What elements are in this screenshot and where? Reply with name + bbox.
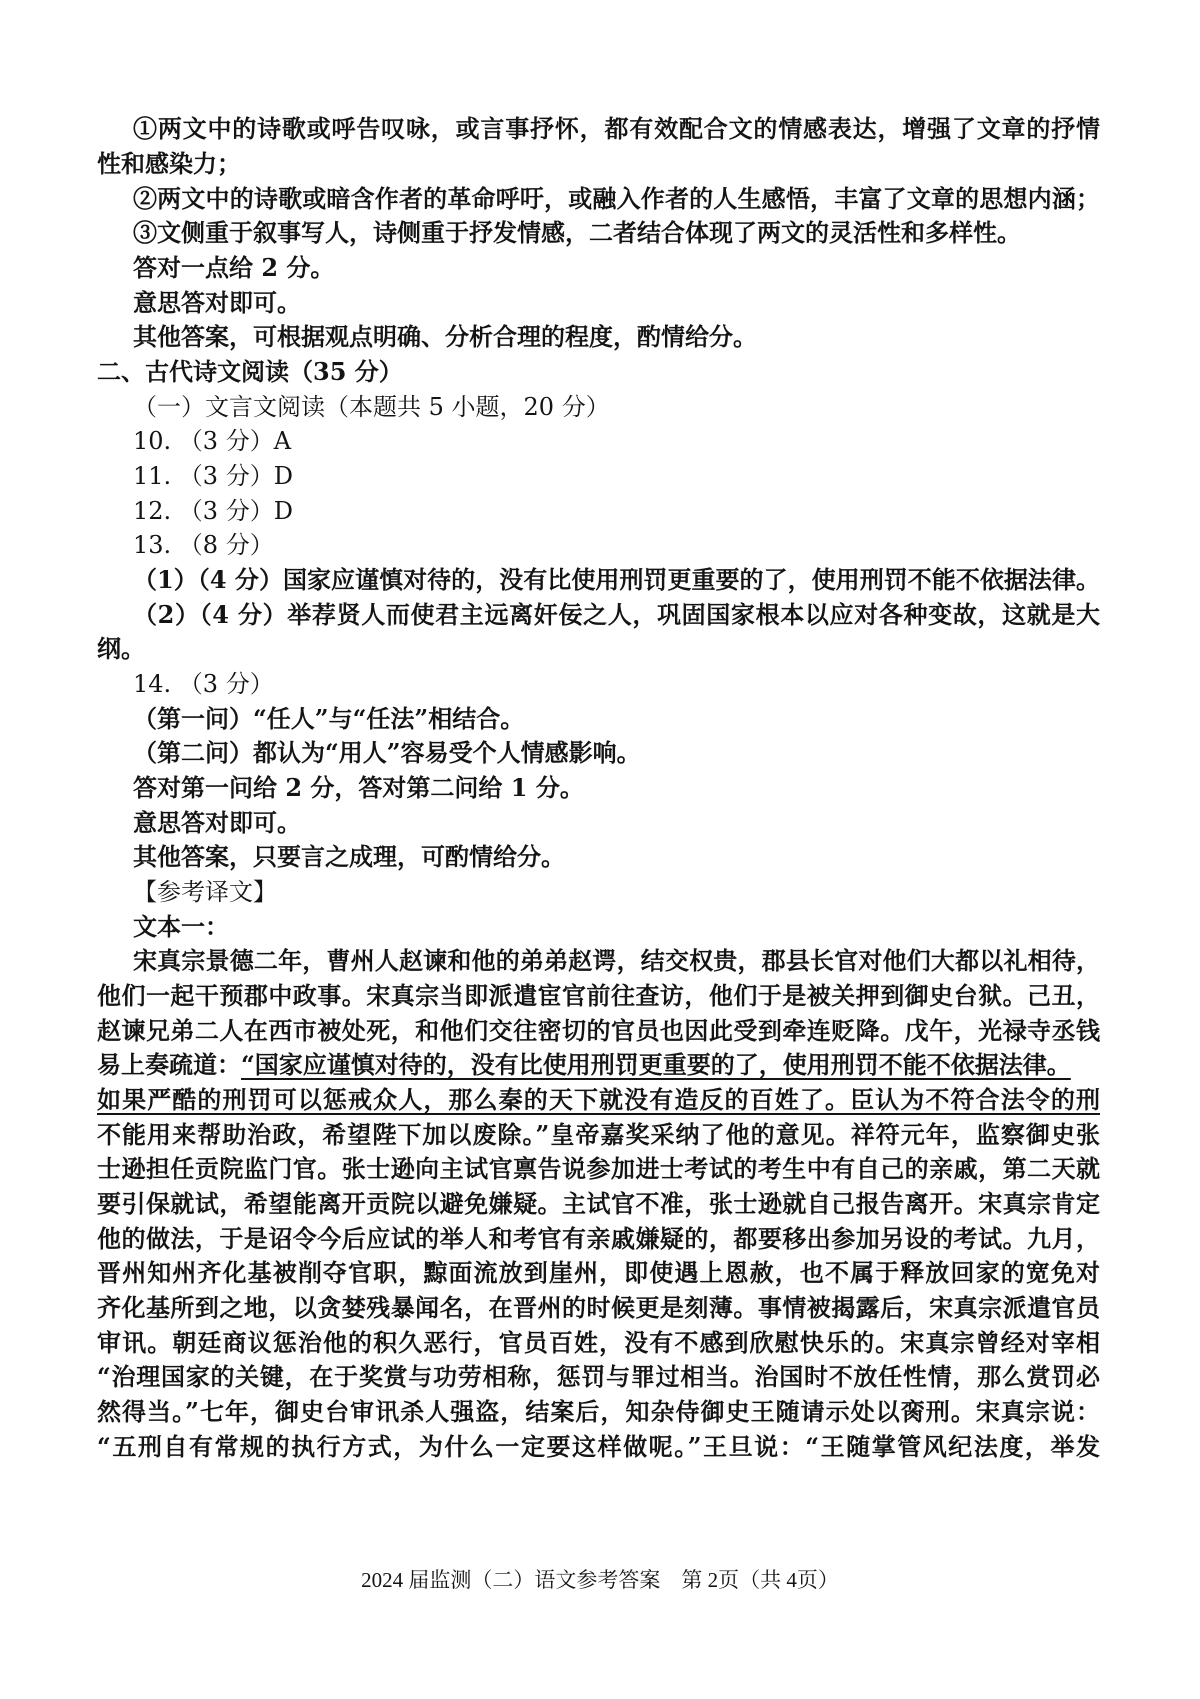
translation-line: “五刑自有常规的执行方式，为什么一定要这样做呢。”王旦说：“王随掌管风纪法度，举发 — [97, 1432, 1100, 1461]
answer-q12: 12. （3 分）D — [133, 497, 293, 525]
scoring-note: 答对一点给 2 分。 — [133, 253, 335, 282]
answer-q13-part2: （2）（4 分）举荐贤人而使君主远离奸佞之人，巩固国家根本以应对各种变故，这就是大 — [133, 600, 1100, 629]
text-one-title: 文本一： — [133, 912, 229, 941]
answer-q14: 14. （3 分） — [133, 670, 274, 698]
translation-line: 齐化基所到之地，以贪婪残暴闻名，在晋州的时候更是刻薄。事情被揭露后，宋真宗派遣官员 — [97, 1293, 1100, 1322]
translation-line: 审讯。朝廷商议惩治他的积久恶行，官员百姓，没有不感到欣慰快乐的。宋真宗曾经对宰相 — [97, 1328, 1100, 1357]
translation-label: 【参考译文】 — [133, 878, 277, 906]
translation-line: 然得当。”七年，御史台审讯杀人强盗，结案后，知杂侍御史王随请示处以脔刑。宋真宗说： — [97, 1397, 1100, 1426]
q14-other: 其他答案，只要言之成理，可酌情给分。 — [133, 842, 565, 871]
translation-line: “治理国家的关键，在于奖赏与功劳相称，惩罚与罪过相当。治国时不放任性情，那么赏罚必 — [97, 1362, 1100, 1391]
underlined-translation: “国家应谨慎对待的，没有比使用刑罚更重要的了，使用刑罚不能不依据法律。 — [241, 1050, 1071, 1079]
subsection-title: （一）文言文阅读（本题共 5 小题，20 分） — [133, 393, 610, 421]
translation-line: 不能用来帮助治政，希望陛下加以废除。”皇帝嘉奖采纳了他的意见。祥符元年，监察御史张 — [97, 1120, 1100, 1149]
analysis-point-1-cont: 性和感染力； — [97, 149, 241, 178]
translation-line: 赵谏兄弟二人在西市被处死，和他们交往密切的官员也因此受到牵连贬降。戊午，光禄寺丞钱 — [97, 1016, 1100, 1045]
answer-q13-part1: （1）（4 分）国家应谨慎对待的，没有比使用刑罚更重要的了，使用刑罚不能不依据法律。 — [133, 565, 1100, 594]
answer-q14-part1: （第一问）“任人”与“任法”相结合。 — [133, 704, 525, 733]
answer-q11: 11. （3 分）D — [133, 462, 293, 490]
analysis-point-3: ③文侧重于叙事写人，诗侧重于抒发情感，二者结合体现了两文的灵活性和多样性。 — [133, 218, 1021, 247]
answer-q13: 13. （8 分） — [133, 531, 274, 559]
translation-line: 易上奏疏道： — [97, 1050, 241, 1079]
section-title: 二、古代诗文阅读（35 分） — [97, 357, 403, 386]
translation-line-with-quote — [97, 1048, 1071, 1082]
meaning-note: 意思答对即可。 — [133, 288, 301, 317]
translation-line: 要引保就试，希望能离开贡院以避免嫌疑。主试官不准，张士逊就自己报告离开。宋真宗肯定 — [97, 1189, 1100, 1218]
other-answers-note: 其他答案，可根据观点明确、分析合理的程度，酌情给分。 — [133, 322, 757, 351]
answer-q14-part2: （第二问）都认为“用人”容易受个人情感影响。 — [133, 738, 641, 767]
translation-line: 他们一起干预郡中政事。宋真宗当即派遣宦官前往查访，他们于是被关押到御史台狱。己丑， — [97, 981, 1100, 1010]
page-footer: 2024 届监测（二）语文参考答案 第 2页（共 4页） — [361, 1568, 839, 1592]
translation-line: 晋州知州齐化基被削夺官职，黥面流放到崖州，即使遇上恩赦，也不属于释放回家的宽免对 — [97, 1258, 1100, 1287]
q14-scoring: 答对第一问给 2 分，答对第二问给 1 分。 — [133, 773, 584, 802]
answer-q13-part2-cont: 纲。 — [97, 634, 145, 663]
q14-meaning: 意思答对即可。 — [133, 808, 301, 837]
answer-q10: 10. （3 分）A — [133, 427, 292, 455]
translation-line: 他的做法，于是诏令今后应试的举人和考官有亲戚嫌疑的，都要移出参加另设的考试。九月， — [97, 1224, 1100, 1253]
translation-line: 宋真宗景德二年，曹州人赵谏和他的弟弟赵谔，结交权贵，郡县长官对他们大都以礼相待， — [133, 946, 1100, 975]
translation-line: 士逊担任贡院监门官。张士逊向主试官禀告说参加进士考试的考生中有自己的亲戚，第二天就 — [97, 1154, 1100, 1183]
analysis-point-2: ②两文中的诗歌或暗含作者的革命呼吁，或融入作者的人生感悟，丰富了文章的思想内涵； — [133, 184, 1100, 213]
analysis-point-1: ①两文中的诗歌或呼告叹咏，或言事抒怀，都有效配合文的情感表达，增强了文章的抒情 — [133, 114, 1100, 143]
translation-line: 如果严酷的刑罚可以惩戒众人，那么秦的天下就没有造反的百姓了。臣认为不符合法令的刑 — [97, 1085, 1100, 1114]
